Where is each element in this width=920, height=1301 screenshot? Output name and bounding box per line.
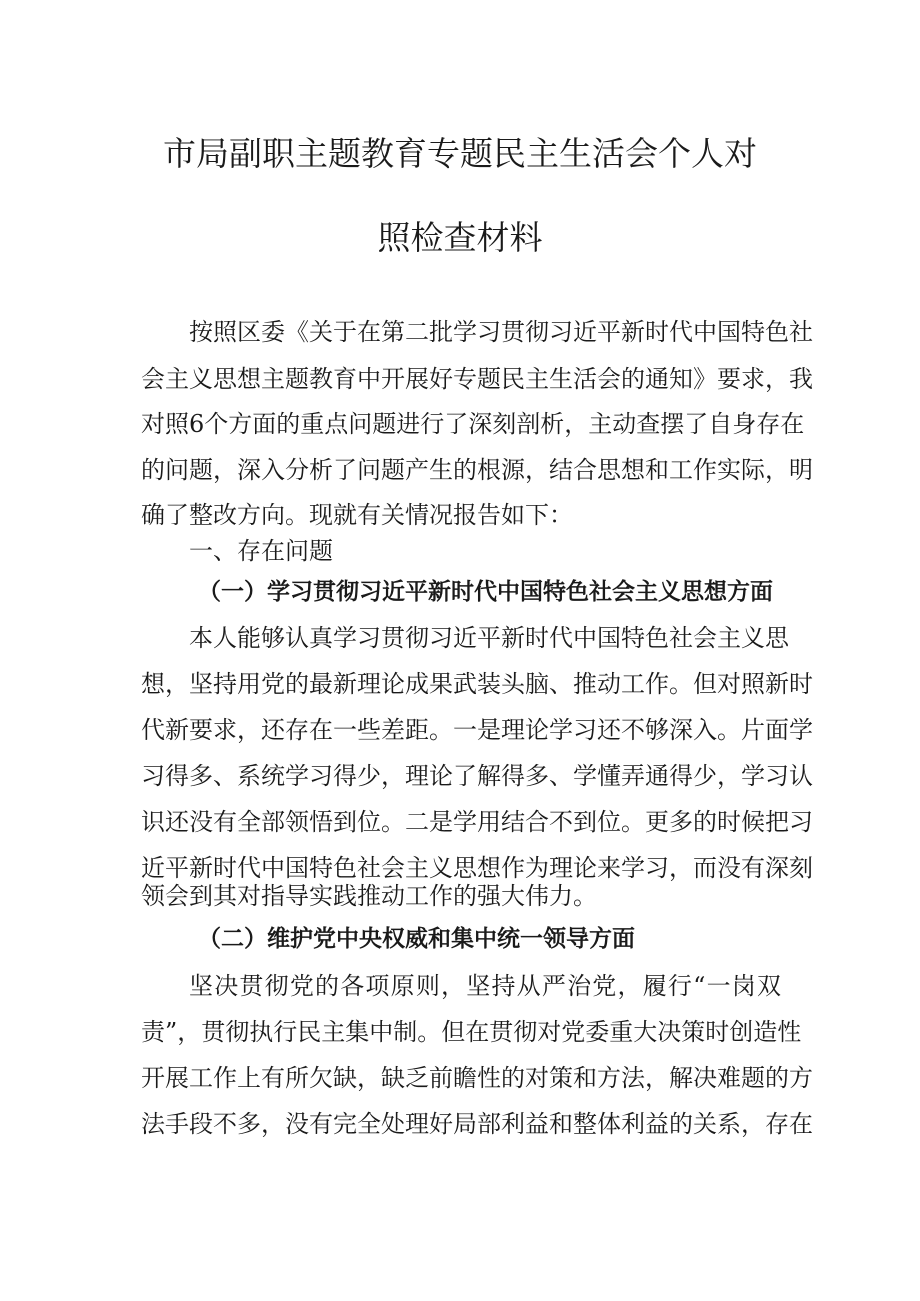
paragraph-line: 习得多、系统学习得少，理论了解得多、学懂弄通得少，学习认 <box>141 762 813 790</box>
paragraph-line: 坚决贯彻党的各项原则，坚持从严治党，履行“一岗双 <box>189 972 781 1000</box>
paragraph-line: 识还没有全部领悟到位。二是学用结合不到位。更多的时候把习 <box>141 808 813 836</box>
intro-line: 对照6个方面的重点问题进行了深刻剖析，主动查摆了自身存在 <box>141 410 805 438</box>
document-title-line-2: 照检查材料 <box>377 218 543 257</box>
intro-line: 的问题，深入分析了问题产生的根源，结合思想和工作实际，明 <box>141 456 813 484</box>
paragraph-line: 代新要求，还存在一些差距。一是理论学习还不够深入。片面学 <box>141 716 813 744</box>
paragraph-line: 领会到其对指导实践推动工作的强大伟力。 <box>141 882 597 910</box>
intro-line: 会主义思想主题教育中开展好专题民主生活会的通知》要求，我 <box>141 365 813 393</box>
intro-line: 确了整改方向。现就有关情况报告如下： <box>141 501 573 529</box>
paragraph-line: 责”，贯彻执行民主集中制。但在贯彻对党委重大决策时创造性 <box>141 1018 802 1046</box>
intro-line: 按照区委《关于在第二批学习贯彻习近平新时代中国特色社 <box>189 318 813 346</box>
subsection-heading: （一）学习贯彻习近平新时代中国特色社会主义思想方面 <box>198 578 773 605</box>
subsection-heading: （二）维护党中央权威和集中统一领导方面 <box>198 925 635 952</box>
paragraph-line: 法手段不多，没有完全处理好局部利益和整体利益的关系，存在 <box>141 1110 813 1138</box>
paragraph-line: 本人能够认真学习贯彻习近平新时代中国特色社会主义思 <box>189 624 789 652</box>
document-title-line-1: 市局副职主题教育专题民主生活会个人对 <box>163 134 757 173</box>
section-heading: 一、存在问题 <box>189 537 333 565</box>
paragraph-line: 近平新时代中国特色社会主义思想作为理论来学习，而没有深刻 <box>141 854 813 882</box>
paragraph-line: 开展工作上有所欠缺，缺乏前瞻性的对策和方法，解决难题的方 <box>141 1064 813 1092</box>
paragraph-line: 想，坚持用党的最新理论成果武装头脑、推动工作。但对照新时 <box>141 670 813 698</box>
